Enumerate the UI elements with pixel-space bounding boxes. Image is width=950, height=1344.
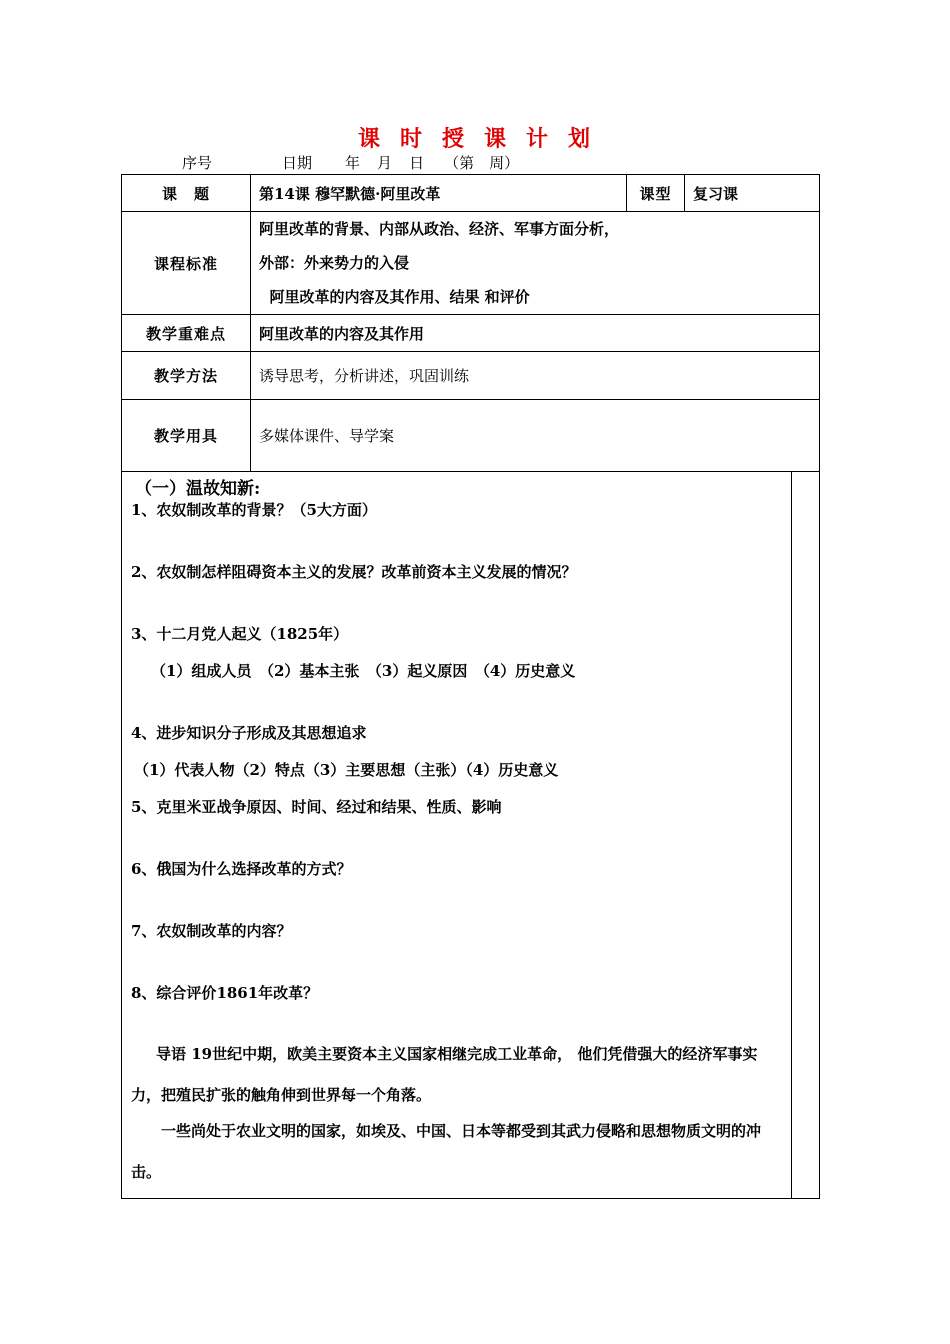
intro-paragraph-2: 一些尚处于农业文明的国家，如埃及、中国、日本等都受到其武力侵略和思想物质文明的冲击。 — [131, 1122, 762, 1181]
type-value: 复习课 — [685, 175, 820, 212]
method-value: 诱导思考，分析讲述，巩固训练 — [251, 352, 820, 400]
question-6: 6、俄国为什么选择改革的方式？ — [131, 860, 352, 878]
title-char: 课 — [484, 126, 509, 152]
standard-label: 课程标准 — [122, 212, 251, 315]
topic-row — [122, 175, 820, 212]
question-7: 7、农奴制改革的内容？ — [131, 922, 292, 940]
tools-value: 多媒体课件、导学案 — [251, 400, 820, 472]
margin-rule — [791, 472, 792, 1198]
title-char: 授 — [441, 126, 466, 152]
key-points-value: 阿里改革的内容及其作用 — [251, 315, 820, 352]
tools-label: 教学用具 — [122, 400, 251, 472]
section-title: （一）温故知新: — [135, 479, 261, 499]
content-row — [122, 472, 820, 1199]
title-char: 课 — [357, 126, 382, 152]
standard-line: 阿里改革的背景、内部从政治、经济、军事方面分析， — [259, 220, 620, 238]
year-label: 年 — [345, 154, 361, 172]
question-4: 4、进步知识分子形成及其思想追求 — [131, 724, 367, 742]
title-char: 计 — [526, 126, 551, 152]
standard-line: 外部：外来势力的入侵 — [259, 254, 410, 272]
method-label: 教学方法 — [122, 352, 251, 400]
day-label: 日 — [409, 154, 425, 172]
question-4-sub: （1）代表人物（2）特点（3）主要思想（主张）（4）历史意义 — [134, 761, 559, 779]
key-points-row — [122, 315, 820, 352]
question-3: 3、十二月党人起义（1825年） — [131, 625, 349, 643]
intro-paragraph-1: 导语 19世纪中期，欧美主要资本主义国家相继完成工业革命， 他们凭借强大的经济军事实力，把殖民扩张的触角伸到世界每一个角落。 — [131, 1045, 758, 1104]
topic-label: 课 题 — [122, 175, 251, 212]
question-5: 5、克里米亚战争原因、时间、经过和结果、性质、影响 — [131, 798, 502, 816]
lesson-plan-table — [121, 174, 820, 1199]
title-char: 时 — [399, 126, 424, 152]
type-label: 课型 — [627, 175, 685, 212]
date-label: 日期 — [282, 154, 313, 172]
serial-label: 序号 — [182, 154, 213, 172]
topic-value: 第14课 穆罕默德·阿里改革 — [251, 175, 627, 212]
page-title — [0, 122, 950, 153]
content-cell — [122, 472, 820, 1199]
question-8: 8、综合评价1861年改革？ — [131, 984, 319, 1002]
title-char: 划 — [568, 126, 593, 152]
question-2: 2、农奴制怎样阻碍资本主义的发展？改革前资本主义发展的情况？ — [131, 563, 577, 581]
question-3-sub: （1）组成人员 （2）基本主张 （3）起义原因 （4）历史意义 — [151, 662, 576, 680]
standard-line: 阿里改革的内容及其作用、结果 和评价 — [259, 288, 530, 306]
meta-line — [182, 152, 519, 173]
week-label: （第 周） — [444, 154, 520, 172]
method-row — [122, 352, 820, 400]
standard-row — [122, 212, 820, 315]
key-points-label: 教学重难点 — [122, 315, 251, 352]
month-label: 月 — [377, 154, 393, 172]
tools-row — [122, 400, 820, 472]
question-1: 1、农奴制改革的背景？（5大方面） — [131, 501, 377, 519]
